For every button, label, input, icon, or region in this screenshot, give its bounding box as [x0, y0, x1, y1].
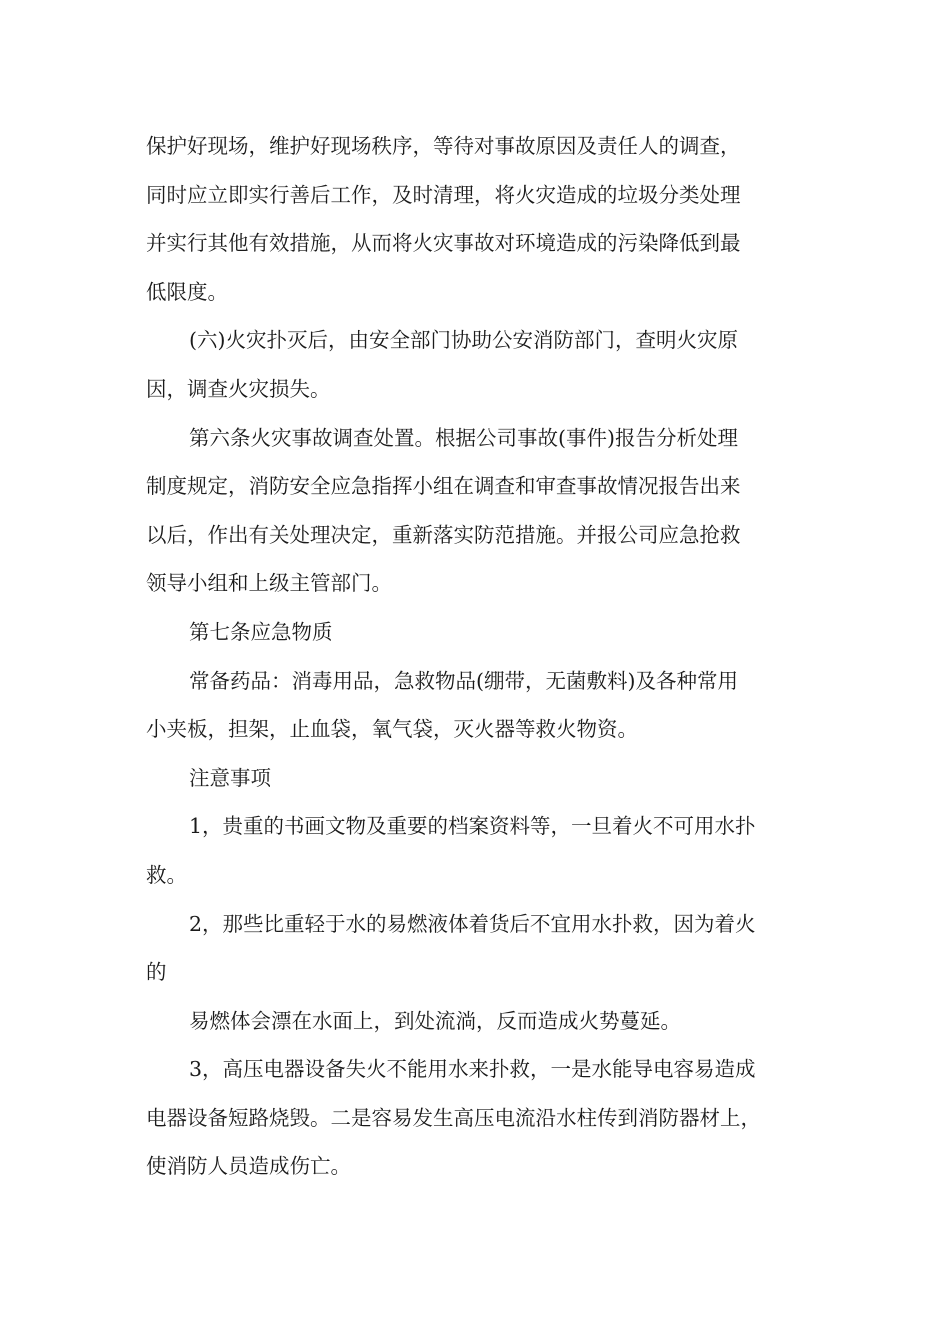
paragraph-line: 3，高压电器设备失火不能用水来扑救，一是水能导电容易造成 — [189, 1057, 756, 1082]
paragraph-line: 常备药品：消毒用品，急救物品(绷带，无菌敷料)及各种常用 — [189, 668, 738, 693]
paragraph-line: 使消防人员造成伤亡。 — [146, 1154, 351, 1179]
paragraph-line: 小夹板，担架，止血袋，氧气袋，灭火器等救火物资。 — [146, 717, 638, 742]
paragraph-line: 易燃体会漂在水面上，到处流淌，反而造成火势蔓延。 — [189, 1008, 681, 1033]
paragraph-line: 2，那些比重轻于水的易燃液体着货后不宜用水扑救，因为着火 — [189, 911, 756, 936]
paragraph-line: 低限度。 — [146, 279, 228, 304]
paragraph-line: 因，调查火灾损失。 — [146, 376, 331, 401]
paragraph-line: 以后，作出有关处理决定，重新落实防范措施。并报公司应急抢救 — [146, 522, 741, 547]
paragraph-line: (六)火灾扑灭后，由安全部门协助公安消防部门，查明火灾原 — [189, 328, 738, 353]
paragraph-line: 同时应立即实行善后工作，及时清理，将火灾造成的垃圾分类处理 — [146, 182, 741, 207]
section-heading: 注意事项 — [189, 765, 271, 790]
paragraph-line: 1，贵重的书画文物及重要的档案资料等，一旦着火不可用水扑 — [189, 814, 756, 839]
paragraph-line: 保护好现场，维护好现场秩序，等待对事故原因及责任人的调查， — [146, 134, 741, 158]
paragraph-line: 救。 — [146, 862, 187, 887]
section-heading: 第七条应急物质 — [189, 619, 333, 644]
paragraph-line: 的 — [146, 960, 167, 985]
paragraph-line: 电器设备短路烧毁。二是容易发生高压电流沿水柱传到消防器材上， — [146, 1105, 761, 1130]
paragraph-line: 第六条火灾事故调查处置。根据公司事故(事件)报告分析处理 — [189, 425, 738, 450]
document-body — [146, 122, 822, 1191]
paragraph-line: 并实行其他有效措施，从而将火灾事故对环境造成的污染降低到最 — [146, 231, 741, 256]
paragraph-line: 制度规定，消防安全应急指挥小组在调查和审查事故情况报告出来 — [146, 474, 741, 499]
paragraph-line: 领导小组和上级主管部门。 — [146, 571, 392, 596]
